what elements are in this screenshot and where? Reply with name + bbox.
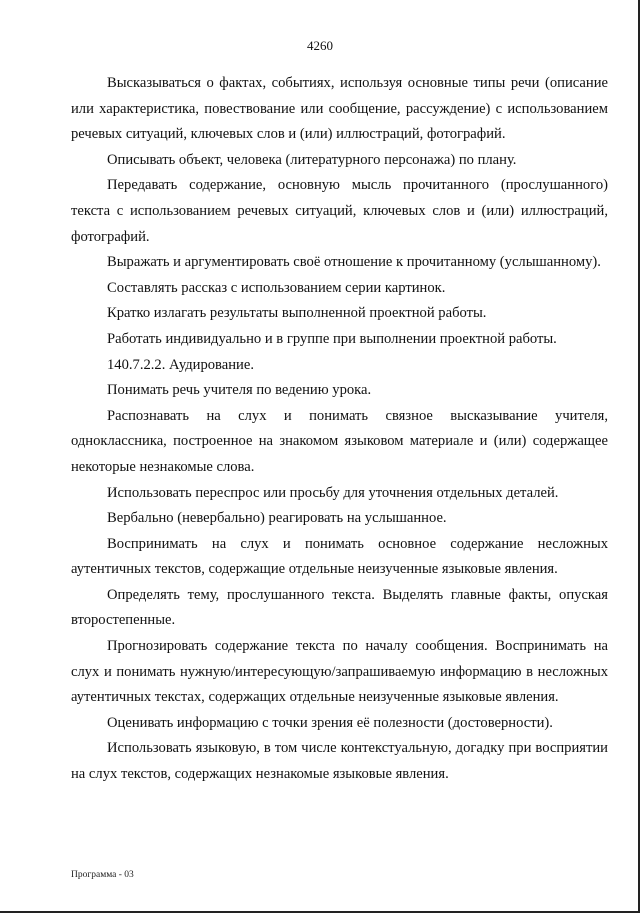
paragraph: Высказываться о фактах, событиях, используя основные типы речи (описание или характеристика, повествование или сообщение, рассуждение) с использованием речевых ситуаций, ключевых слов и (или) иллюстраций, фотографий. bbox=[71, 75, 608, 143]
paragraph: Прогнозировать содержание текста по началу сообщения. Воспринимать на слух и понимать нужную/интересующую/запрашиваемую информацию в несложных аутентичных текстах, содержащих отдельные неизученные языковые явления. bbox=[71, 638, 608, 706]
paragraph: Использовать переспрос или просьбу для уточнения отдельных деталей. bbox=[107, 484, 559, 501]
paragraph: Описывать объект, человека (литературного персонажа) по плану. bbox=[107, 151, 517, 168]
paragraph: Распознавать на слух и понимать связное высказывание учителя, одноклассника, построенное на знакомом языковом материале и (или) содержащее некоторые незнакомые слова. bbox=[71, 407, 608, 475]
paragraph: Использовать языковую, в том числе контекстуальную, догадку при восприятии на слух текстов, содержащих незнакомые языковые явления. bbox=[71, 740, 608, 783]
section-heading: 140.7.2.2. Аудирование. bbox=[107, 356, 254, 373]
footer-label: Программа - 03 bbox=[71, 870, 134, 880]
paragraph: Определять тему, прослушанного текста. Выделять главные факты, опуская второстепенные. bbox=[71, 586, 608, 629]
paragraph: Кратко излагать результаты выполненной проектной работы. bbox=[107, 305, 487, 322]
paragraph: Воспринимать на слух и понимать основное содержание несложных аутентичных текстов, содержащие отдельные неизученные языковые явления. bbox=[71, 535, 608, 578]
paragraph: Понимать речь учителя по ведению урока. bbox=[107, 382, 372, 399]
paragraph: Составлять рассказ с использованием серии картинок. bbox=[107, 279, 446, 296]
document-body bbox=[71, 71, 608, 788]
paragraph: Оценивать информацию с точки зрения её полезности (достоверности). bbox=[107, 714, 553, 731]
paragraph: Выражать и аргументировать своё отношение к прочитанному (услышанному). bbox=[107, 254, 601, 271]
paragraph: Работать индивидуально и в группе при выполнении проектной работы. bbox=[107, 330, 557, 347]
page-number: 4260 bbox=[307, 38, 333, 53]
paragraph: Передавать содержание, основную мысль прочитанного (прослушанного) текста с использованием речевых ситуаций, ключевых слов и (или) иллюстраций, фотографий. bbox=[71, 177, 608, 245]
paragraph: Вербально (невербально) реагировать на услышанное. bbox=[107, 510, 447, 527]
